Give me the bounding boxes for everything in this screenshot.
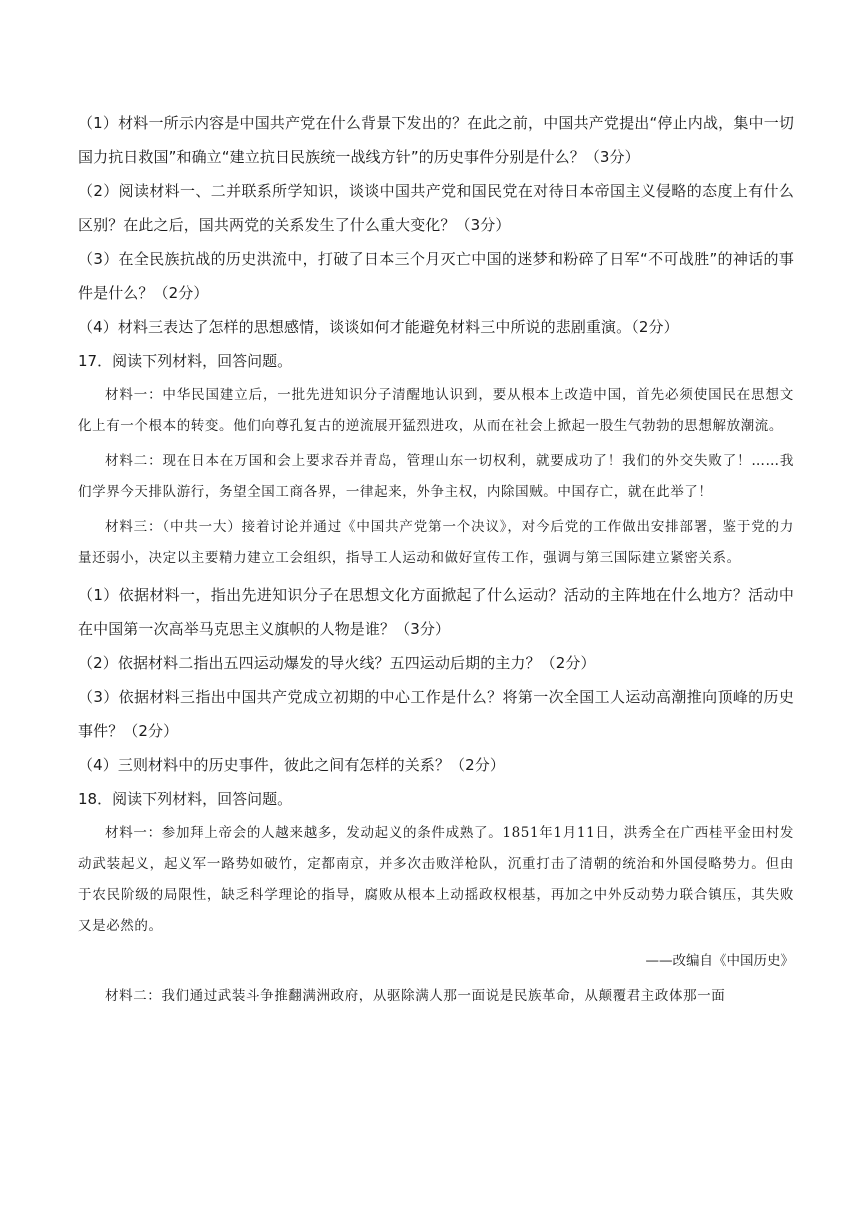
document-page	[78, 106, 794, 1016]
q16-sub3: （3）在全民族抗战的历史洪流中，打破了日本三个月灭亡中国的迷梦和粉碎了日军“不可战胜”的神话的事件是什么？（2分）	[78, 250, 794, 302]
q17-material3: 材料三：（中共一大）接着讨论并通过《中国共产党第一个决议》，对今后党的工作做出安排部署，鉴于党的力量还弱小，决定以主要精力建立工会组织，指导工人运动和做好宣传工作，强调与第三国际建立紧密关系。	[78, 519, 794, 566]
q17-sub1: （1）依据材料一，指出先进知识分子在思想文化方面掀起了什么运动？活动的主阵地在什么地方？活动中在中国第一次高举马克思主义旗帜的人物是谁？（3分）	[78, 586, 794, 638]
q18-material1: 材料一：参加拜上帝会的人越来越多，发动起义的条件成熟了。1851年1月11日，洪秀全在广西桂平金田村发动武装起义，起义军一路势如破竹，定都南京，并多次击败洋枪队，沉重打击了清朝的统治和外国侵略势力。但由于农民阶级的局限性，缺乏科学理论的指导，腐败从根本上动摇政权根基，再加之中外反动势力联合镇压，其失败又是必然的。	[78, 825, 794, 934]
q17-sub3: （3）依据材料三指出中国共产党成立初期的中心工作是什么？将第一次全国工人运动高潮推向顶峰的历史事件？（2分）	[78, 688, 794, 740]
q16-sub1: （1）材料一所示内容是中国共产党在什么背景下发出的？在此之前，中国共产党提出“停止内战，集中一切国力抗日救国”和确立“建立抗日民族统一战线方针”的历史事件分别是什么？（3分）	[78, 114, 794, 166]
q17-material1: 材料一：中华民国建立后，一批先进知识分子清醒地认识到，要从根本上改造中国，首先必须使国民在思想文化上有一个根本的转变。他们向尊孔复古的逆流展开猛烈进攻，从而在社会上掀起一股生气勃勃的思想解放潮流。	[78, 387, 794, 434]
q16-sub2: （2）阅读材料一、二并联系所学知识，谈谈中国共产党和国民党在对待日本帝国主义侵略的态度上有什么区别？在此之后，国共两党的关系发生了什么重大变化？（3分）	[78, 182, 794, 234]
q17-sub2: （2）依据材料二指出五四运动爆发的导火线？五四运动后期的主力？（2分）	[78, 654, 596, 672]
q18-material2: 材料二：我们通过武装斗争推翻满洲政府，从驱除满人那一面说是民族革命，从颠覆君主政体那一面	[105, 988, 726, 1004]
q18-source1: ——改编自《中国历史》	[645, 953, 794, 969]
q18-heading: 18．阅读下列材料，回答问题。	[78, 790, 293, 808]
q17-material2: 材料二：现在日本在万国和会上要求吞并青岛，管理山东一切权利，就要成功了！我们的外交失败了！……我们学界今天排队游行，务望全国工商各界，一律起来，外争主权，内除国贼。中国存亡，就在此举了！	[78, 453, 794, 500]
q17-sub4: （4）三则材料中的历史事件，彼此之间有怎样的关系？（2分）	[78, 756, 505, 774]
q17-heading: 17．阅读下列材料，回答问题。	[78, 352, 293, 370]
q16-sub4: （4）材料三表达了怎样的思想感情，谈谈如何才能避免材料三中所说的悲剧重演。（2分）	[78, 318, 679, 336]
